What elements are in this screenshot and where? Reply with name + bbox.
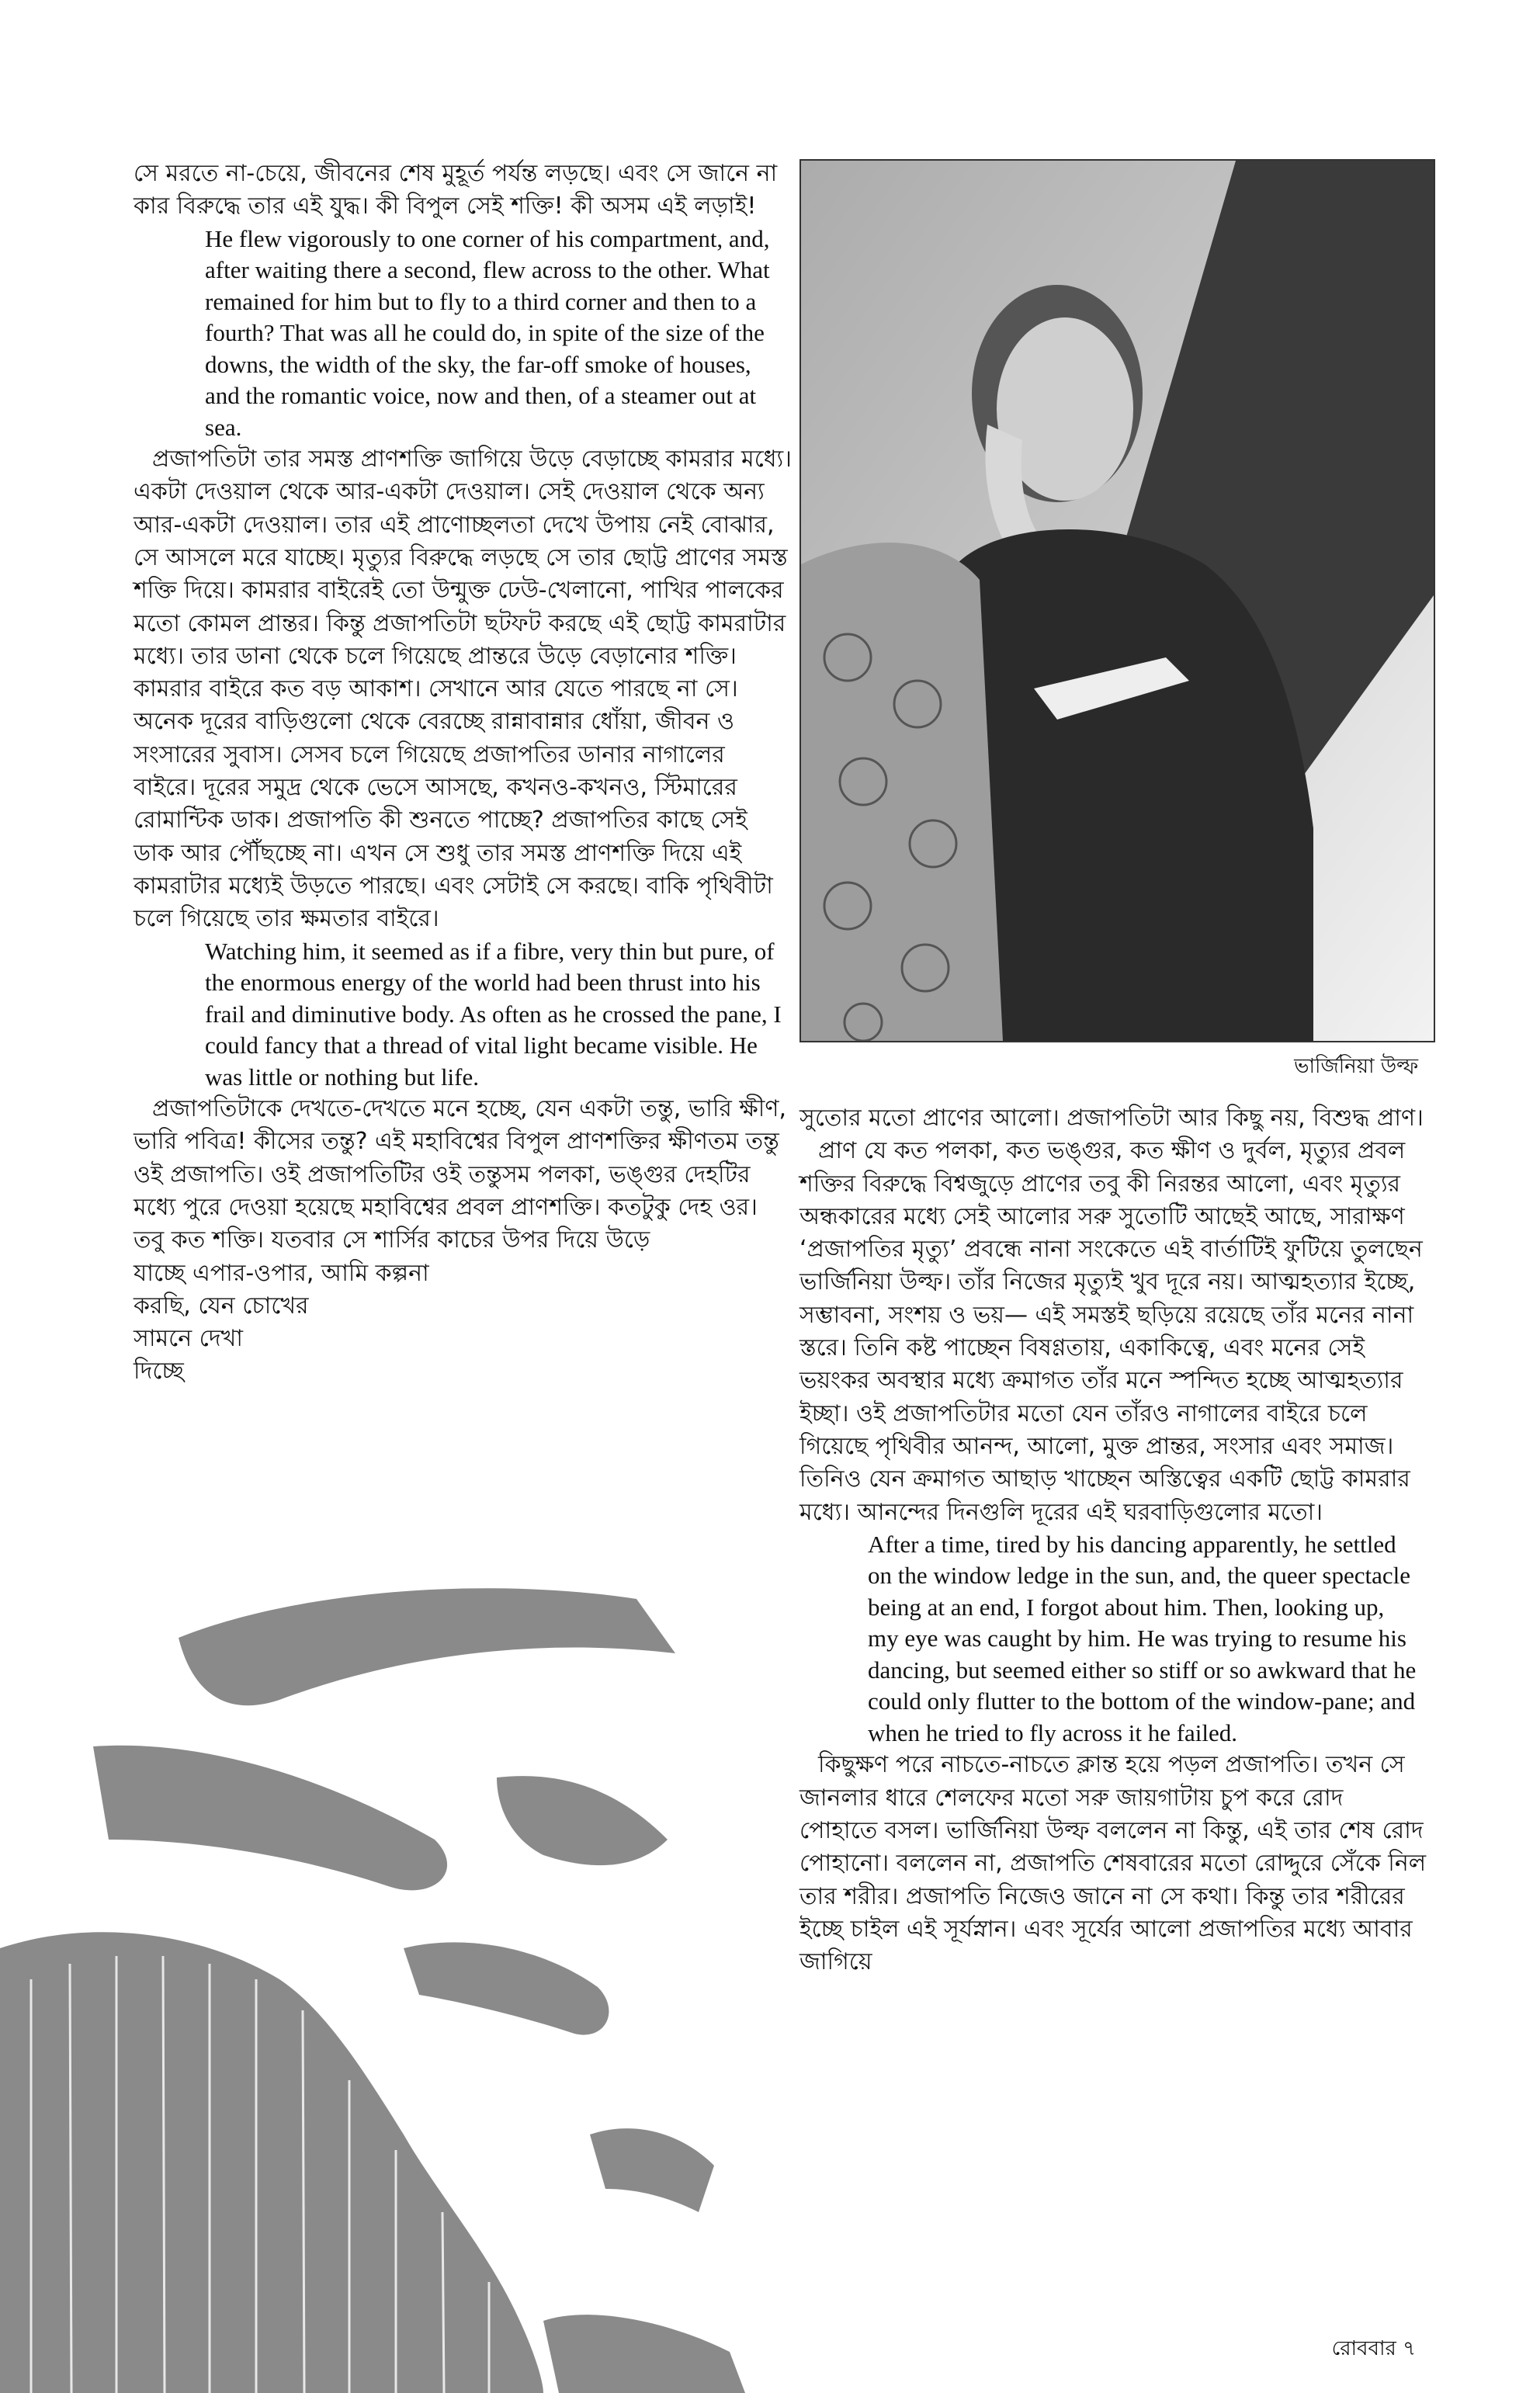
tail-line: দিচ্ছে <box>134 1358 184 1386</box>
english-quote: After a time, tired by his dancing apparently, he settled on the window ledge in the sun, and, the queer spectacle being at an end, I forgot about him. Then, looking up, my eye was caught by him. He was trying to resume his dancing, but seemed either so stiff or so awkward that he could only flutter to the bottom of the window-pane; and when he tried to fly across it he failed. <box>868 1530 1417 1746</box>
left-column <box>134 158 793 1389</box>
english-quote: He flew vigorously to one corner of his compartment, and, after waiting there a second, flew across to the other. What remained for him but to fly to a third corner and then to a fourth? That was all he could do, in spite of the size of the downs, the width of the sky, the far-off smoke of houses, and the romantic voice, now and then, of a steamer out at sea. <box>205 224 770 441</box>
body-paragraph: সে মরতে না-চেয়ে, জীবনের শেষ মুহূর্ত পর্যন্ত লড়ছে। এবং সে জানে না কার বিরুদ্ধে তার এই যুদ্ধ। কী বিপুল সেই শক্তি! কী অসম এই লড়াই! <box>134 160 778 220</box>
tail-line: সামনে দেখা <box>134 1325 244 1353</box>
page-footer: রোববার ৭ <box>1331 2337 1416 2360</box>
tail-line: করছি, যেন চোখের <box>134 1292 309 1320</box>
body-paragraph: কিছুক্ষণ পরে নাচতে-নাচতে ক্লান্ত হয়ে পড়ল প্রজাপতি। তখন সে জানলার ধারে শেলফের মতো সরু জায়গাটায় চুপ করে রোদ পোহাতে বসল। ভার্জিনিয়া উল্ফ বললেন না কিন্তু, এই তার শেষ রোদ পোহানো। বললেন না, প্রজাপতি শেষবারের মতো রোদ্দুরে সেঁকে নিল তার শরীর। প্রজাপতি নিজেও জানে না সে কথা। কিন্তু তার শরীরের ইচ্ছে চাইল এই সূর্যস্নান। এবং সূর্যের আলো প্রজাপতির মধ্যে আবার জাগিয়ে <box>799 1751 1427 1976</box>
english-quote: Watching him, it seemed as if a fibre, very thin but pure, of the enormous energy of the world had been thrust into his frail and diminutive body. As often as he crossed the pane, I could fancy that a thread of vital light became visible. He was little or nothing but life. <box>205 937 782 1091</box>
photo-caption: ভার্জিনিয়া উল্ফ <box>1294 1055 1418 1078</box>
body-paragraph: প্রাণ যে কত পলকা, কত ভঙ্গুর, কত ক্ষীণ ও দুর্বল, মৃত্যুর প্রবল শক্তির বিরুদ্ধে বিশ্বজুড়ে প্রাণের তবু কী নিরন্তর আলো, এবং মৃত্যুর অন্ধকারের মধ্যে সেই আলোর সরু সুতোটি আছেই আছে, সারাক্ষণ ‘প্রজাপতির মৃত্যু’ প্রবন্ধে নানা সংকেতে এই বার্তাটিই ফুটিয়ে তুলছেন ভার্জিনিয়া উল্ফ। তাঁর নিজের মৃত্যুই খুব দূরে নয়। আত্মহত্যার ইচ্ছে, সম্ভাবনা, সংশয় ও ভয়— এই সমস্তই ছড়িয়ে রয়েছে তাঁর মনের নানা স্তরে। তিনি কষ্ট পাচ্ছেন বিষণ্ণতায়, একাকিত্বে, এবং মনের সেই ভয়ংকর অবস্থার মধ্যে ক্রমাগত তাঁর মনে স্পন্দিত হচ্ছে আত্মহত্যার ইচ্ছা। ওই প্রজাপতিটার মতো যেন তাঁরও নাগালের বাইরে চলে গিয়েছে পৃথিবীর আনন্দ, আলো, মুক্ত প্রান্তর, সংসার এবং সমাজ। তিনিও যেন ক্রমাগত আছাড় খাচ্ছেন অস্তিত্বের একটি ছোট্ট কামরার মধ্যে। আনন্দের দিনগুলি দূরের এই ঘরবাড়িগুলোর মতো। <box>799 1137 1423 1526</box>
body-paragraph: প্রজাপতিটা তার সমস্ত প্রাণশক্তি জাগিয়ে উড়ে বেড়াচ্ছে কামরার মধ্যে। একটা দেওয়াল থেকে আর-একটা দেওয়াল। সেই দেওয়াল থেকে অন্য আর-একটা দেওয়াল। তার এই প্রাণোচ্ছলতা দেখে উপায় নেই বোঝার, সে আসলে মরে যাচ্ছে। মৃত্যুর বিরুদ্ধে লড়ছে সে তার ছোট্ট প্রাণের সমস্ত শক্তি দিয়ে। কামরার বাইরেই তো উন্মুক্ত ঢেউ-খেলানো, পাখির পালকের মতো কোমল প্রান্তর। কিন্তু প্রজাপতিটা ছটফট করছে এই ছোট্ট কামরাটার মধ্যে। তার ডানা থেকে চলে গিয়েছে প্রান্তরে উড়ে বেড়ানোর শক্তি। কামরার বাইরে কত বড় আকাশ। সেখানে আর যেতে পারছে না সে। অনেক দূরের বাড়িগুলো থেকে বেরচ্ছে রান্নাবান্নার ধোঁয়া, জীবন ও সংসারের সুবাস। সেসব চলে গিয়েছে প্রজাপতির ডানার নাগালের বাইরে। দূরের সমুদ্র থেকে ভেসে আসছে, কখনও-কখনও, স্টিমারের রোমান্টিক ডাক। প্রজাপতি কী শুনতে পাচ্ছে? প্রজাপতির কাছে সেই ডাক আর পৌঁছচ্ছে না। এখন সে শুধু তার সমস্ত প্রাণশক্তি দিয়ে এই কামরাটার মধ্যেই উড়তে পারছে। এবং সেটাই সে করছে। বাকি পৃথিবীটা চলে গিয়েছে তার ক্ষমতার বাইরে। <box>134 446 792 933</box>
portrait-photo <box>799 159 1435 1042</box>
body-paragraph: সুতোর মতো প্রাণের আলো। প্রজাপতিটা আর কিছু নয়, বিশুদ্ধ প্রাণ। <box>799 1105 1424 1132</box>
portrait-photo-illustration <box>801 161 1434 1041</box>
right-column <box>799 1102 1428 1979</box>
decorative-portrait-graphic <box>0 1545 776 2393</box>
body-paragraph: প্রজাপতিটাকে দেখতে-দেখতে মনে হচ্ছে, যেন একটা তন্তু, ভারি ক্ষীণ, ভারি পবিত্র! কীসের তন্তু? এই মহাবিশ্বের বিপুল প্রাণশক্তির ক্ষীণতম তন্তু ওই প্রজাপতি। ওই প্রজাপতিটির ওই তন্তুসম পলকা, ভঙ্গুর দেহটির মধ্যে পুরে দেওয়া হয়েছে মহাবিশ্বের প্রবল প্রাণশক্তি। কতটুকু দেহ ওর। তবু কত শক্তি। যতবার সে শার্সির কাচের উপর দিয়ে উড়ে <box>134 1095 786 1254</box>
tail-line: যাচ্ছে এপার-ওপার, আমি কল্পনা <box>134 1259 429 1287</box>
